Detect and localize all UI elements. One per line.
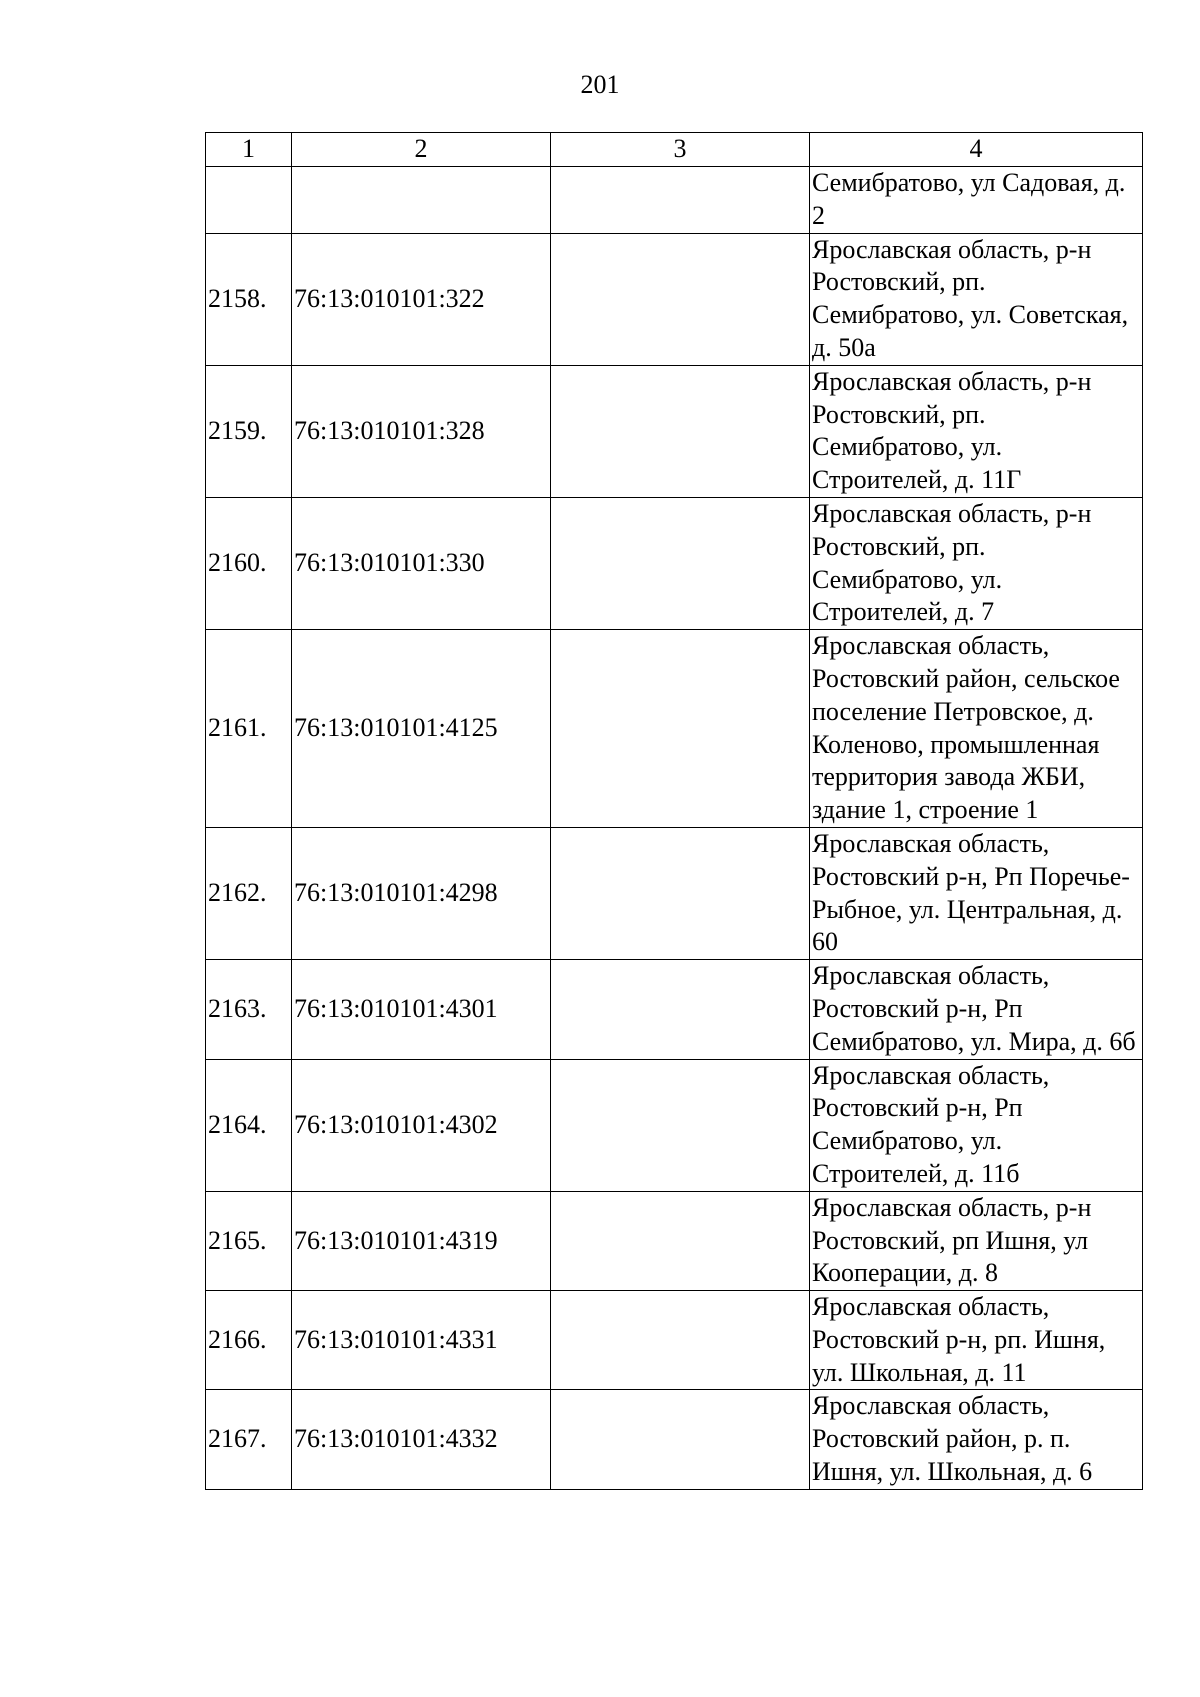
registry-table [205, 132, 1143, 1490]
address-cell: Ярославская область, Ростовский р-н, Рп Семибратово, ул. Строителей, д. 11б [810, 1059, 1143, 1191]
table-row [206, 827, 1143, 959]
cadastral-number: 76:13:010101:4319 [292, 1191, 551, 1290]
table-row [206, 233, 1143, 365]
header-col-3: 3 [551, 133, 810, 167]
address-cell: Ярославская область, Ростовский район, сельское поселение Петровское, д. Коленово, промышленная территория завода ЖБИ, здание 1, строение 1 [810, 630, 1143, 828]
table-row [206, 630, 1143, 828]
cadastral-number: 76:13:010101:4298 [292, 827, 551, 959]
row-number: 2158. [206, 233, 292, 365]
row-number: 2167. [206, 1390, 292, 1489]
col-3-cell [551, 233, 810, 365]
col-3-cell [551, 167, 810, 234]
row-number: 2166. [206, 1291, 292, 1390]
col-3-cell [551, 1059, 810, 1191]
cadastral-number: 76:13:010101:322 [292, 233, 551, 365]
row-number: 2163. [206, 960, 292, 1059]
table-row [206, 1059, 1143, 1191]
address-cell: Семибратово, ул Садовая, д. 2 [810, 167, 1143, 234]
address-cell: Ярославская область, Ростовский р-н, рп. Ишня, ул. Школьная, д. 11 [810, 1291, 1143, 1390]
page-number: 201 [580, 70, 620, 99]
row-number: 2159. [206, 365, 292, 497]
col-3-cell [551, 1191, 810, 1290]
header-col-4: 4 [810, 133, 1143, 167]
col-3-cell [551, 497, 810, 629]
cadastral-number: 76:13:010101:4332 [292, 1390, 551, 1489]
header-col-2: 2 [292, 133, 551, 167]
row-number: 2162. [206, 827, 292, 959]
address-cell: Ярославская область, р-н Ростовский, рп. Семибратово, ул. Строителей, д. 7 [810, 497, 1143, 629]
header-col-1: 1 [206, 133, 292, 167]
cadastral-number: 76:13:010101:328 [292, 365, 551, 497]
col-3-cell [551, 630, 810, 828]
cadastral-number: 76:13:010101:4301 [292, 960, 551, 1059]
address-cell: Ярославская область, р-н Ростовский, рп Ишня, ул Кооперации, д. 8 [810, 1191, 1143, 1290]
cadastral-number: 76:13:010101:4125 [292, 630, 551, 828]
address-cell: Ярославская область, Ростовский р-н, Рп Поречье-Рыбное, ул. Центральная, д. 60 [810, 827, 1143, 959]
table-row [206, 497, 1143, 629]
table-row [206, 1291, 1143, 1390]
address-cell: Ярославская область, Ростовский р-н, Рп Семибратово, ул. Мира, д. 6б [810, 960, 1143, 1059]
cadastral-number: 76:13:010101:4302 [292, 1059, 551, 1191]
table-row [206, 1390, 1143, 1489]
address-cell: Ярославская область, Ростовский район, р. п. Ишня, ул. Школьная, д. 6 [810, 1390, 1143, 1489]
row-number: 2165. [206, 1191, 292, 1290]
col-3-cell [551, 1390, 810, 1489]
col-3-cell [551, 365, 810, 497]
address-cell: Ярославская область, р-н Ростовский, рп. Семибратово, ул. Строителей, д. 11Г [810, 365, 1143, 497]
col-3-cell [551, 960, 810, 1059]
table-header-row [206, 133, 1143, 167]
table-row [206, 960, 1143, 1059]
cadastral-number [292, 167, 551, 234]
cadastral-number: 76:13:010101:330 [292, 497, 551, 629]
table-row [206, 365, 1143, 497]
row-number: 2160. [206, 497, 292, 629]
table-row [206, 167, 1143, 234]
table-row [206, 1191, 1143, 1290]
col-3-cell [551, 1291, 810, 1390]
address-cell: Ярославская область, р-н Ростовский, рп. Семибратово, ул. Советская, д. 50а [810, 233, 1143, 365]
col-3-cell [551, 827, 810, 959]
row-number: 2161. [206, 630, 292, 828]
row-number [206, 167, 292, 234]
row-number: 2164. [206, 1059, 292, 1191]
cadastral-number: 76:13:010101:4331 [292, 1291, 551, 1390]
